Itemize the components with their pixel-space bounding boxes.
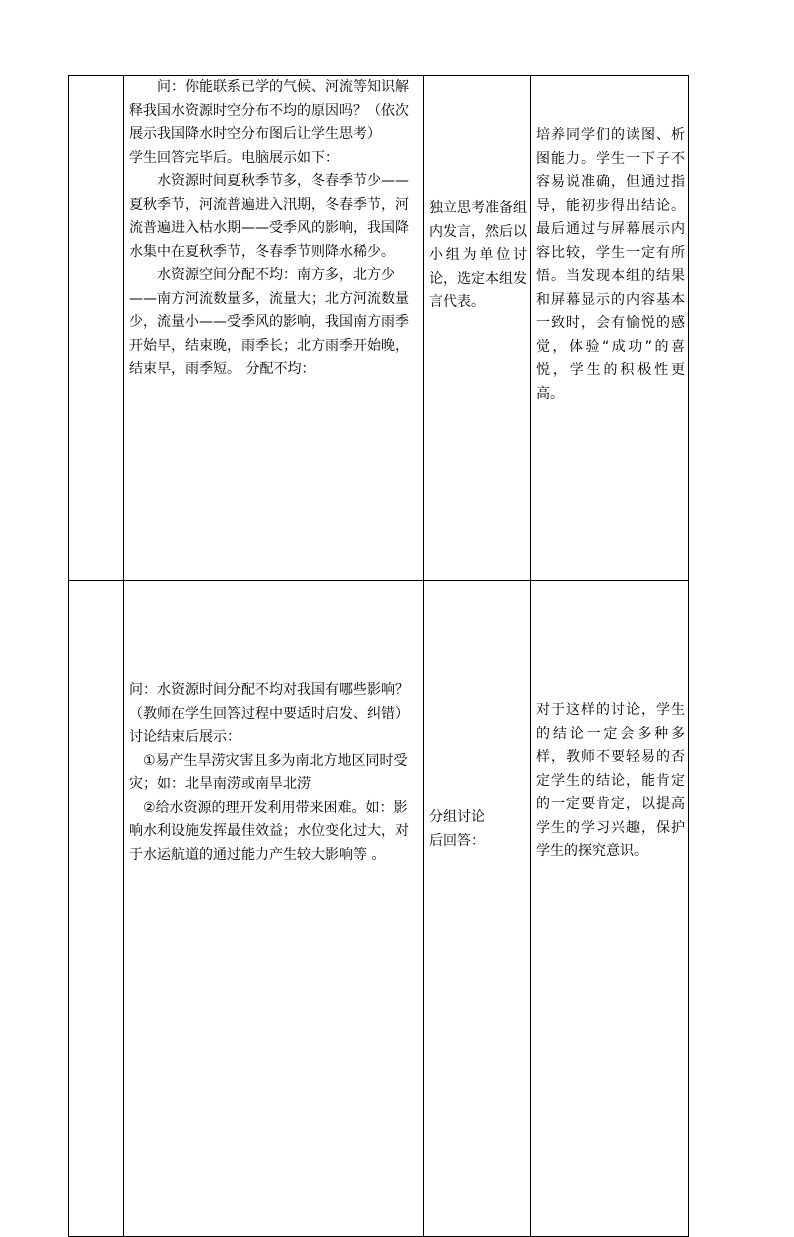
student-activity-text: 独立思考准备组内发言，然后以小组为单位讨论，选定本组发言代表。	[429, 200, 527, 310]
design-intent-text: 对于这样的讨论，学生的结论一定会多种多样，教师不要轻易的否定学生的结论，能肯定的一定要肯定，以提高学生的学习兴趣，保护学生的探究意识。	[536, 702, 685, 859]
teaching-process-cell	[124, 76, 424, 581]
teaching-process-cell	[124, 581, 424, 1237]
table-row	[69, 581, 689, 1237]
student-activity-line-2: 后回答：	[429, 832, 485, 849]
student-activity-cell	[424, 76, 531, 581]
student-activity-cell	[424, 581, 531, 1237]
space-distribution-text: 水资源空间分配不均：南方多，北方少——南方河流数量多，流量大；北方河流数量少，流量小——受季风的影响，我国南方雨季开始早，结束晚，雨季长；北方雨季开始晚，结束早，雨季短。 分配不均：	[129, 267, 409, 377]
design-intent-cell	[531, 76, 689, 581]
time-distribution-text: 水资源时间夏秋季节多，冬春季节少——夏秋季节，河流普遍进入汛期，冬春季节，河流普遍进入枯水期——受季风的影响，我国降水集中在夏秋季节，冬春季节则降水稀少。	[129, 173, 409, 260]
question-text: 问：水资源时间分配不均对我国有哪些影响？	[129, 682, 409, 698]
design-intent-text: 培养同学们的读图、析图能力。学生一下子不容易说准确，但通过指导，能初步得出结论。最后通过与屏幕展示内容比较，学生一定有所悟。当发现本组的结果和屏幕显示的内容基本一致时，会有愉悦的感觉，体验“成功”的喜悦，学生的积极性更高。	[536, 127, 685, 402]
student-activity-line-1: 分组讨论	[429, 809, 485, 825]
teacher-note-text: （教师在学生回答过程中要适时启发、纠错）讨论结束后展示：	[129, 705, 409, 745]
table-row	[69, 76, 689, 581]
question-text: 问：你能联系已学的气候、河流等知识解释我国水资源时空分布不均的原因吗？（依次展示我国降水时空分布图后让学生思考）	[129, 79, 409, 142]
impact-point-2: ②给水资源的理开发利用带来困难。如：影响水利设施发挥最佳效益；水位变化过大，对于水运航道的通过能力产生较大影响等 。	[129, 799, 409, 863]
design-intent-cell	[531, 581, 689, 1237]
blank-cell	[69, 581, 124, 1237]
impact-point-1: ①易产生旱涝灾害且多为南北方地区同时受灾；如：北旱南涝或南旱北涝	[129, 752, 408, 792]
display-intro-text: 学生回答完毕后。电脑展示如下：	[129, 149, 339, 166]
lesson-plan-table	[68, 75, 689, 1237]
blank-cell	[69, 76, 124, 581]
